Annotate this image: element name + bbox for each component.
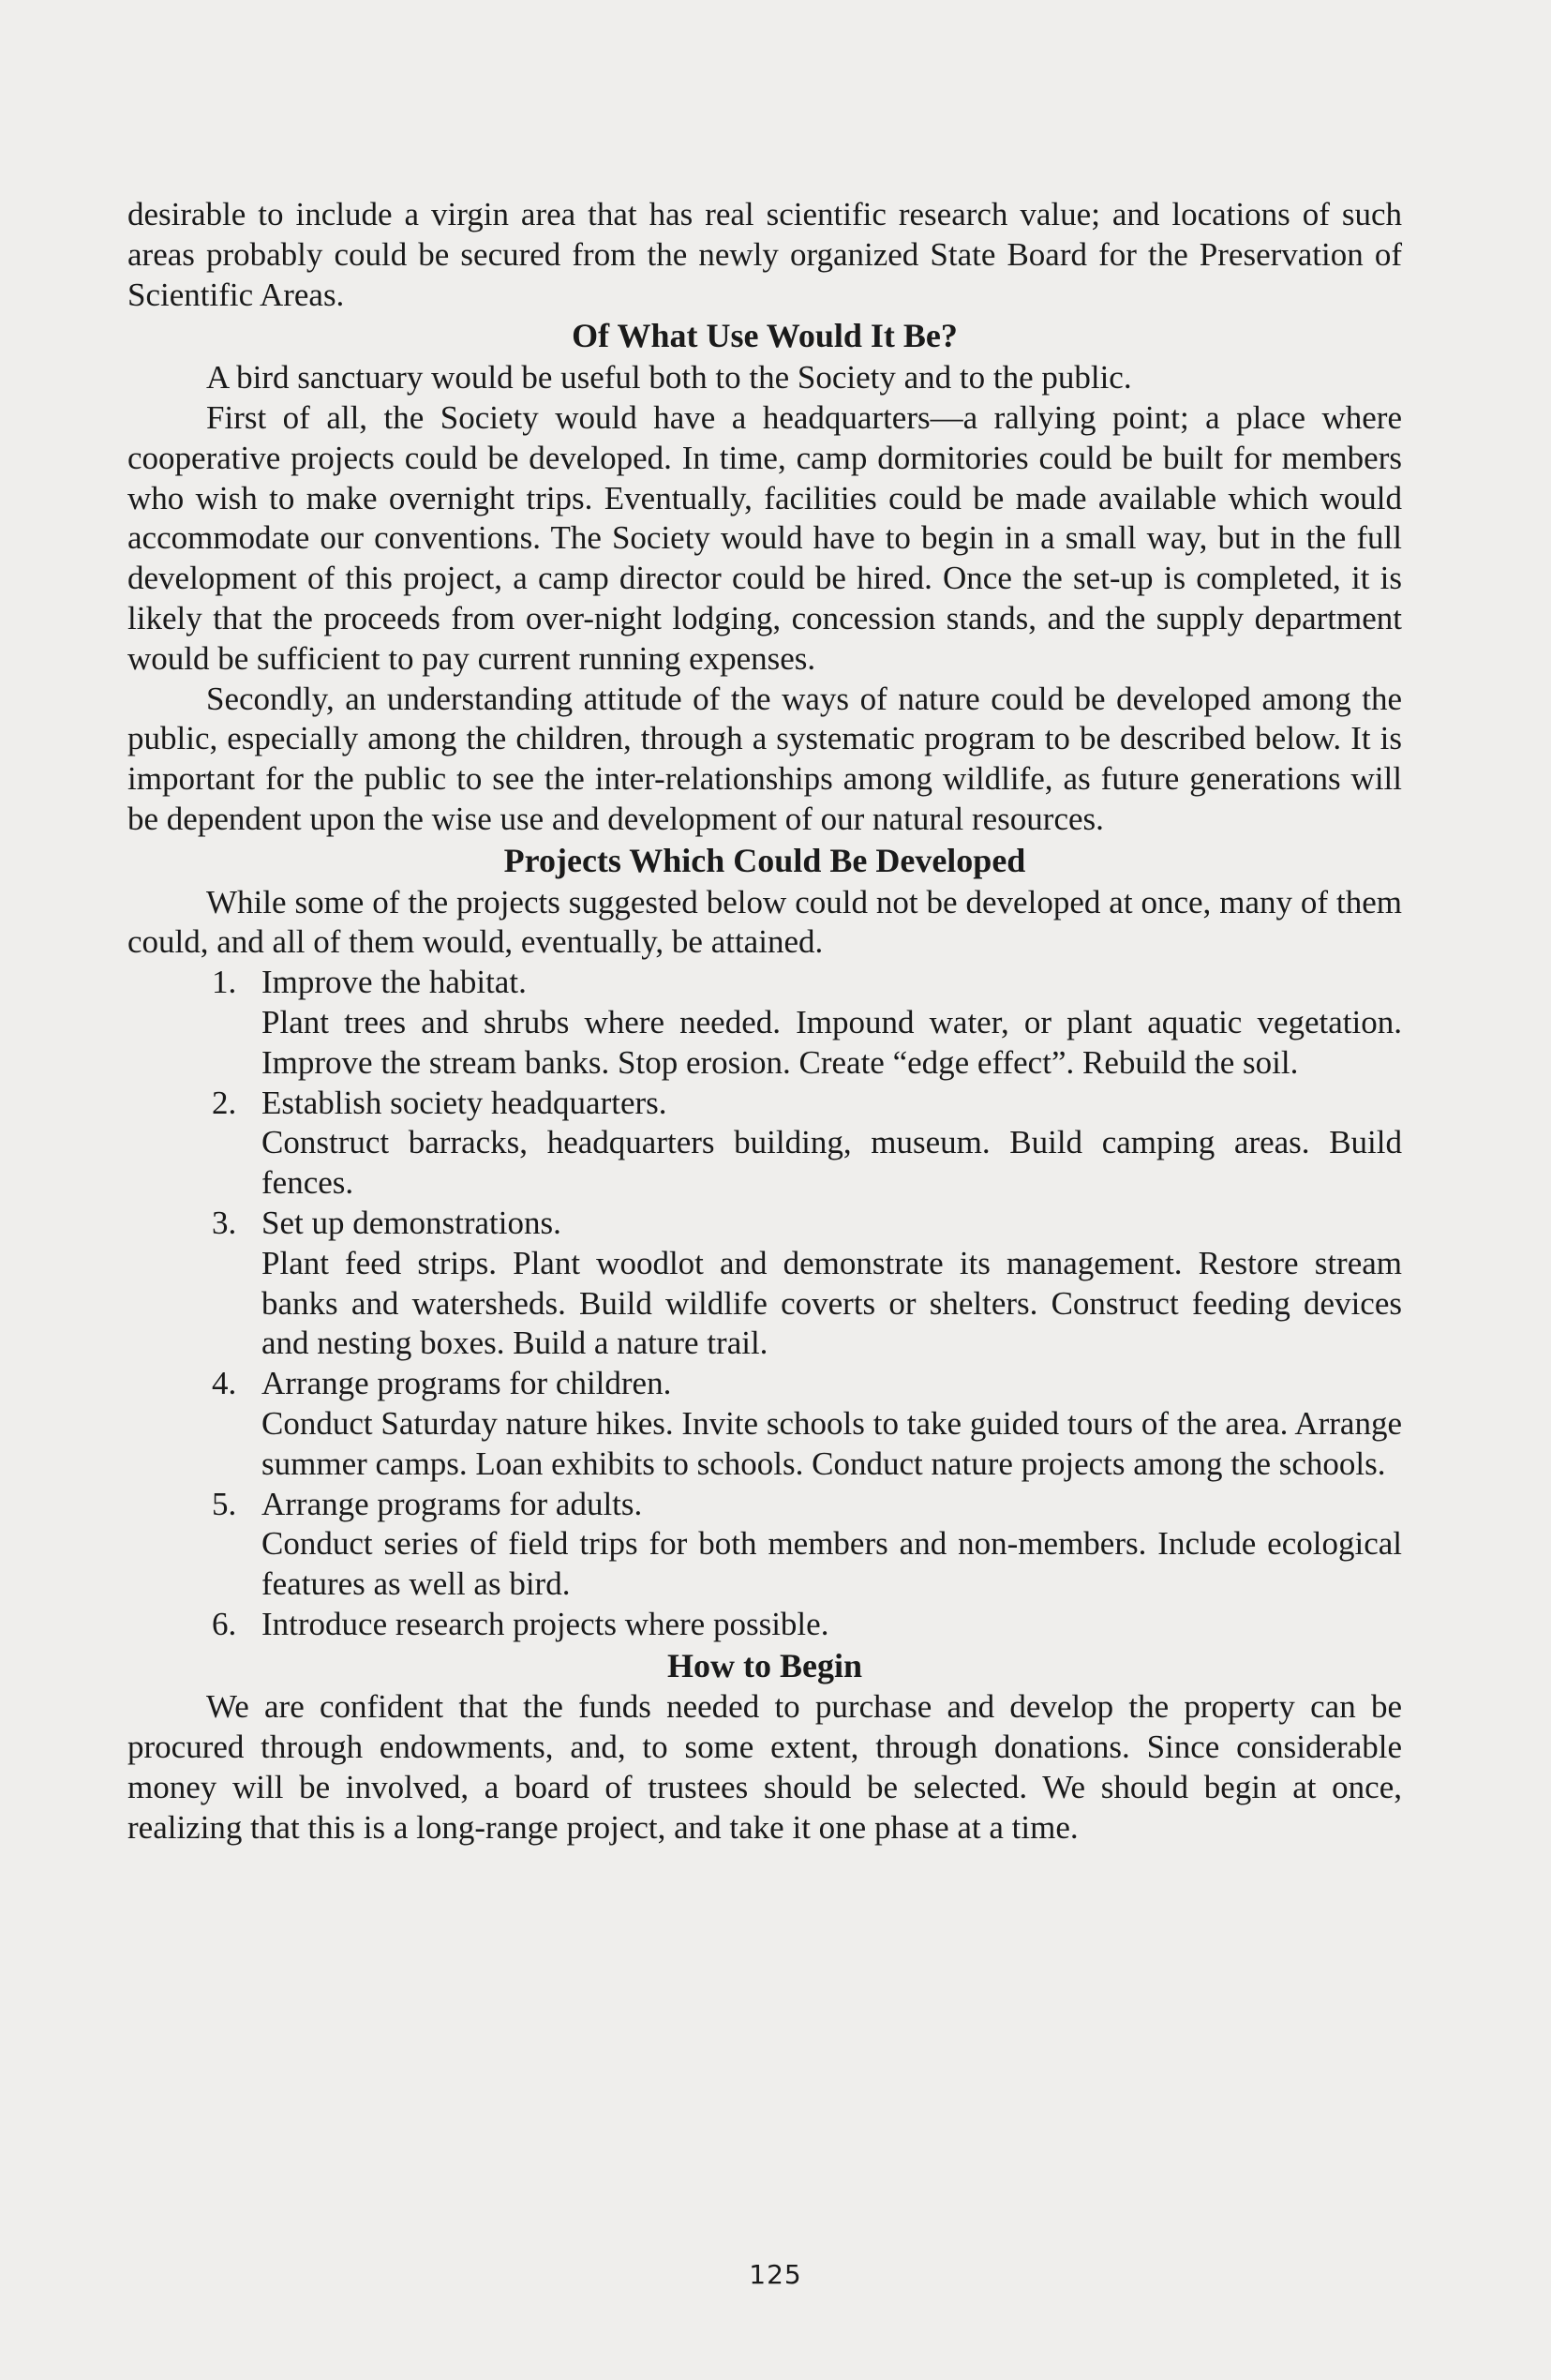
list-item bbox=[127, 1364, 1402, 1484]
list-item bbox=[127, 1084, 1402, 1204]
page-number: 125 bbox=[749, 2259, 802, 2290]
list-item-title: Establish society headquarters. bbox=[261, 1084, 667, 1121]
heading-projects: Projects Which Could Be Developed bbox=[503, 841, 1026, 879]
heading-of-what-use: Of What Use Would It Be? bbox=[572, 317, 958, 355]
list-item bbox=[127, 1485, 1402, 1605]
list-item-description: Conduct Saturday nature hikes. Invite schools to take guided tours of the area. Arrange summer camps. Loan exhibits to schools. Conduct nature projects among the schools. bbox=[261, 1404, 1402, 1482]
list-item bbox=[127, 963, 1402, 1083]
list-item-title: Arrange programs for adults. bbox=[261, 1485, 643, 1522]
list-item-number: 6. bbox=[212, 1605, 237, 1642]
opening-paragraph: desirable to include a virgin area that has real scientific research value; and locations of such areas probably could be secured from the newly organized State Board for the Preservation of Scientific Areas. bbox=[127, 196, 1402, 313]
list-item-description: Construct barracks, headquarters building, museum. Build camping areas. Build fences. bbox=[261, 1124, 1402, 1202]
list-item-number: 2. bbox=[212, 1084, 237, 1121]
list-item-number: 4. bbox=[212, 1365, 237, 1402]
list-item-title: Introduce research projects where possible. bbox=[261, 1605, 829, 1642]
list-item-number: 3. bbox=[212, 1204, 237, 1241]
list-item-description: Plant trees and shrubs where needed. Impound water, or plant aquatic vegetation. Improve the stream banks. Stop erosion. Create “edge effect”. Rebuild the soil. bbox=[261, 1003, 1402, 1081]
list-item-description: Plant feed strips. Plant woodlot and demonstrate its management. Restore stream banks and watersheds. Build wildlife coverts or shelters. Construct feeding devices and nesting boxes. Build a nature trail. bbox=[261, 1244, 1402, 1362]
paragraph-secondly: Secondly, an understanding attitude of the ways of nature could be developed among the public, especially among the children, through a systematic program to be described below. It is important for the public to see the inter-relationships among wildlife, as future generations will be dependent upon the wise use and development of our natural resources. bbox=[127, 680, 1402, 837]
paragraph-bird-sanctuary: A bird sanctuary would be useful both to the Society and to the public. bbox=[206, 359, 1132, 397]
list-item bbox=[127, 1605, 1402, 1645]
list-item-description: Conduct series of field trips for both members and non-members. Include ecological features as well as bird. bbox=[261, 1525, 1402, 1603]
projects-list bbox=[127, 963, 1402, 1645]
list-item-number: 1. bbox=[212, 964, 237, 1001]
list-item bbox=[127, 1204, 1402, 1364]
paragraph-how-to-begin: We are confident that the funds needed to purchase and develop the property can be procured through endowments, and, to some extent, through donations. Since considerable money will be involved, a board of trustees should be selected. We should begin at once, realizing that this is a long-range project, and take it one phase at a time. bbox=[127, 1688, 1402, 1846]
list-item-title: Set up demonstrations. bbox=[261, 1204, 561, 1241]
list-item-title: Improve the habitat. bbox=[261, 964, 527, 1001]
list-item-title: Arrange programs for children. bbox=[261, 1365, 672, 1402]
paragraph-first-of-all: First of all, the Society would have a headquarters—a rallying point; a place where cooperative projects could be developed. In time, camp dormitories could be built for members who wish to make overnight trips. Eventually, facilities could be made available which would accommodate our conventions. The Society would have to begin in a small way, but in the full development of this project, a camp director could be hired. Once the set-up is completed, it is likely that the proceeds from over-night lodging, concession stands, and the supply department would be sufficient to pay current running expenses. bbox=[127, 398, 1402, 677]
paragraph-projects-intro: While some of the projects suggested below could not be developed at once, many of them could, and all of them would, eventually, be attained. bbox=[127, 883, 1402, 961]
list-item-number: 5. bbox=[212, 1485, 237, 1522]
document-page bbox=[127, 195, 1402, 1849]
heading-how-to-begin: How to Begin bbox=[666, 1646, 862, 1684]
